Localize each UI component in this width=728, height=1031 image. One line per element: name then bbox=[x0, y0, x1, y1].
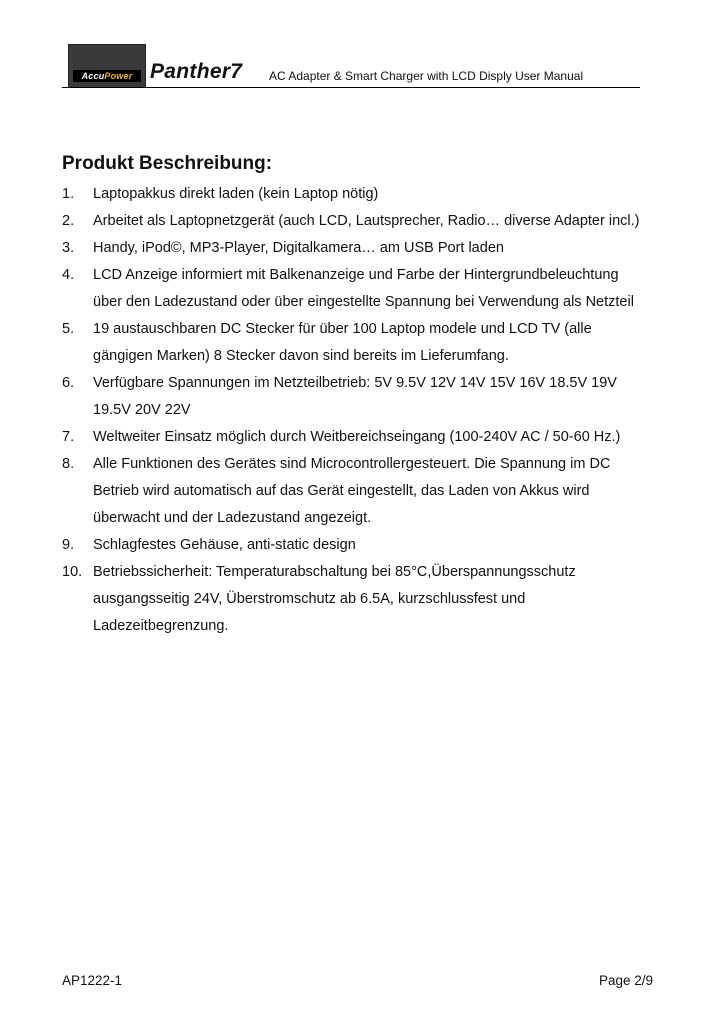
logo-wordmark bbox=[73, 70, 141, 82]
list-item-text: Schlagfestes Gehäuse, anti-static design bbox=[93, 537, 356, 553]
list-item-text: Weltweiter Einsatz möglich durch Weitbereichseingang (100-240V AC / 50-60 Hz.) bbox=[93, 429, 621, 445]
list-item-number: 8. bbox=[62, 456, 75, 472]
list-item-number: 7. bbox=[62, 429, 75, 445]
section-heading: Produkt Beschreibung: bbox=[62, 153, 273, 174]
page-number: Page 2/9 bbox=[599, 973, 654, 988]
list-item-text: Betrieb wird automatisch auf das Gerät eingestellt, das Laden von Akkus wird bbox=[93, 483, 590, 499]
list-item bbox=[62, 424, 692, 451]
list-item-text: Betriebssicherheit: Temperaturabschaltung bei 85°C,Überspannungsschutz bbox=[93, 564, 576, 580]
list-item-number: 3. bbox=[62, 240, 75, 256]
logo-accu: Accu bbox=[81, 71, 105, 81]
list-item-text: LCD Anzeige informiert mit Balkenanzeige und Farbe der Hintergrundbeleuchtung bbox=[93, 267, 619, 283]
list-item bbox=[62, 532, 692, 559]
accupower-logo bbox=[68, 44, 146, 88]
list-item-number: 9. bbox=[62, 537, 75, 553]
list-item-number: 10. bbox=[62, 564, 83, 580]
list-item-text: Alle Funktionen des Gerätes sind Microcontrollergesteuert. Die Spannung im DC bbox=[93, 456, 611, 472]
list-item bbox=[62, 235, 692, 262]
list-item bbox=[62, 316, 692, 370]
list-item-text: überwacht und der Ladezustand angezeigt. bbox=[93, 510, 372, 526]
list-item bbox=[62, 559, 692, 640]
list-item bbox=[62, 451, 692, 532]
list-item-number: 5. bbox=[62, 321, 75, 337]
product-name: Panther7 bbox=[150, 60, 243, 83]
list-item-text: Arbeitet als Laptopnetzgerät (auch LCD, Lautsprecher, Radio… diverse Adapter incl.) bbox=[93, 213, 640, 229]
list-item bbox=[62, 181, 692, 208]
list-item-text: Verfügbare Spannungen im Netzteilbetrieb: 5V 9.5V 12V 14V 15V 16V 18.5V 19V bbox=[93, 375, 617, 391]
list-item-text: 19 austauschbaren DC Stecker für über 100 Laptop modele und LCD TV (alle bbox=[93, 321, 592, 337]
document-subtitle: AC Adapter & Smart Charger with LCD Disply User Manual bbox=[269, 69, 584, 83]
feature-list bbox=[62, 181, 692, 640]
list-item-text: Laptopakkus direkt laden (kein Laptop nötig) bbox=[93, 186, 379, 202]
list-item-number: 2. bbox=[62, 213, 75, 229]
list-item bbox=[62, 370, 692, 424]
header-divider bbox=[62, 87, 640, 88]
list-item-number: 6. bbox=[62, 375, 75, 391]
list-item-text: gängigen Marken) 8 Stecker davon sind bereits im Lieferumfang. bbox=[93, 348, 509, 364]
list-item-text: 19.5V 20V 22V bbox=[93, 402, 191, 418]
document-id: AP1222-1 bbox=[62, 973, 123, 988]
logo-power: Power bbox=[104, 71, 133, 81]
list-item bbox=[62, 262, 692, 316]
list-item-text: ausgangsseitig 24V, Überstromschutz ab 6.5A, kurzschlussfest und bbox=[93, 591, 526, 607]
list-item bbox=[62, 208, 692, 235]
list-item-text: Handy, iPod©, MP3-Player, Digitalkamera… am USB Port laden bbox=[93, 240, 504, 256]
list-item-number: 4. bbox=[62, 267, 75, 283]
list-item-number: 1. bbox=[62, 186, 75, 202]
page-header bbox=[62, 44, 640, 90]
list-item-text: Ladezeitbegrenzung. bbox=[93, 618, 229, 634]
list-item-text: über den Ladezustand oder über eingestellte Spannung bei Verwendung als Netzteil bbox=[93, 294, 634, 310]
